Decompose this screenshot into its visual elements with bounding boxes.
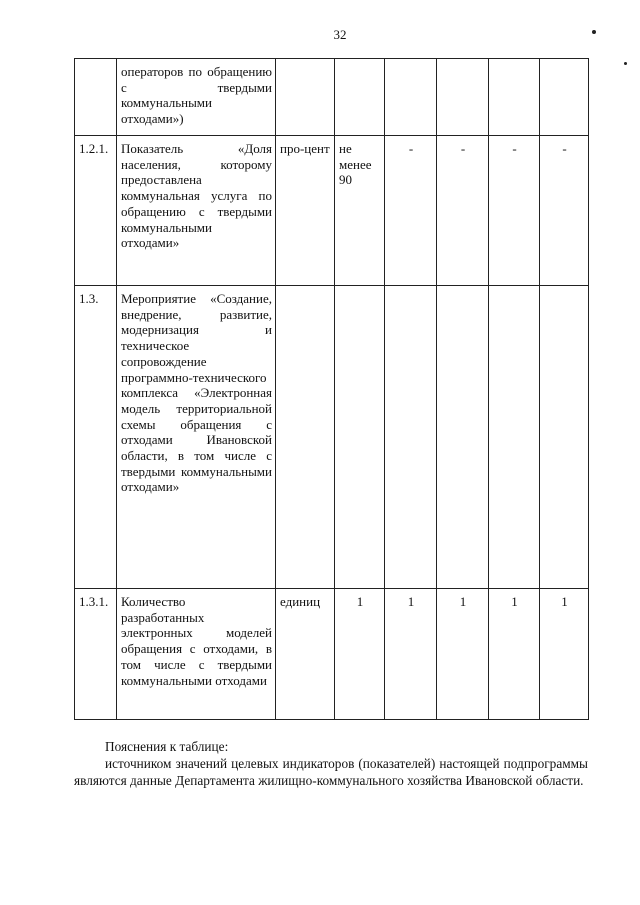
row-unit: единиц	[276, 589, 335, 720]
row-value: -	[385, 136, 437, 286]
row-unit: про-цент	[276, 136, 335, 286]
notes-body: источником значений целевых индикаторов (показателей) настоящей подпрограммы являются данные Департамента жилищно-коммунального хозяйства Ивановской области.	[74, 756, 588, 788]
row-unit	[276, 286, 335, 589]
row-value	[385, 59, 437, 136]
scan-mark	[592, 30, 596, 34]
table-row	[75, 589, 589, 720]
row-number: 1.2.1.	[75, 136, 117, 286]
table-row	[75, 59, 589, 136]
page-number: 32	[333, 27, 347, 42]
row-unit	[276, 59, 335, 136]
row-value: не менее 90	[335, 136, 385, 286]
row-value	[489, 59, 540, 136]
row-value: -	[540, 136, 589, 286]
row-value: 1	[540, 589, 589, 720]
notes-heading: Пояснения к таблице:	[105, 739, 229, 754]
row-value	[437, 59, 489, 136]
row-value	[540, 59, 589, 136]
table-row	[75, 286, 589, 589]
row-value: 1	[335, 589, 385, 720]
row-value: -	[437, 136, 489, 286]
row-value	[335, 286, 385, 589]
row-name: Показатель «Доля населения, которому предоставлена коммунальная услуга по обращению с твердыми коммунальными отходами»	[117, 136, 276, 286]
row-name: операторов по обращению с твердыми коммунальными отходами»)	[117, 59, 276, 136]
row-value	[437, 286, 489, 589]
row-number	[75, 59, 117, 136]
row-value	[385, 286, 437, 589]
indicators-table	[74, 58, 589, 720]
row-value: 1	[385, 589, 437, 720]
row-value	[335, 59, 385, 136]
row-name: Количество разработанных электронных моделей обращения с отходами, в том числе с твердыми коммунальными отходами	[117, 589, 276, 720]
row-value	[540, 286, 589, 589]
row-number: 1.3.1.	[75, 589, 117, 720]
row-value: -	[489, 136, 540, 286]
row-value: 1	[489, 589, 540, 720]
scan-mark-small	[624, 62, 627, 65]
table-notes	[74, 738, 588, 789]
row-value: 1	[437, 589, 489, 720]
table-row	[75, 136, 589, 286]
row-number: 1.3.	[75, 286, 117, 589]
row-value	[489, 286, 540, 589]
row-name: Мероприятие «Создание, внедрение, развитие, модернизация и техническое сопровождение программно-технического комплекса «Электронная модель территориальной схемы обращения с отходами Ивановской области, в том числе с твердыми коммунальными отходами»	[117, 286, 276, 589]
